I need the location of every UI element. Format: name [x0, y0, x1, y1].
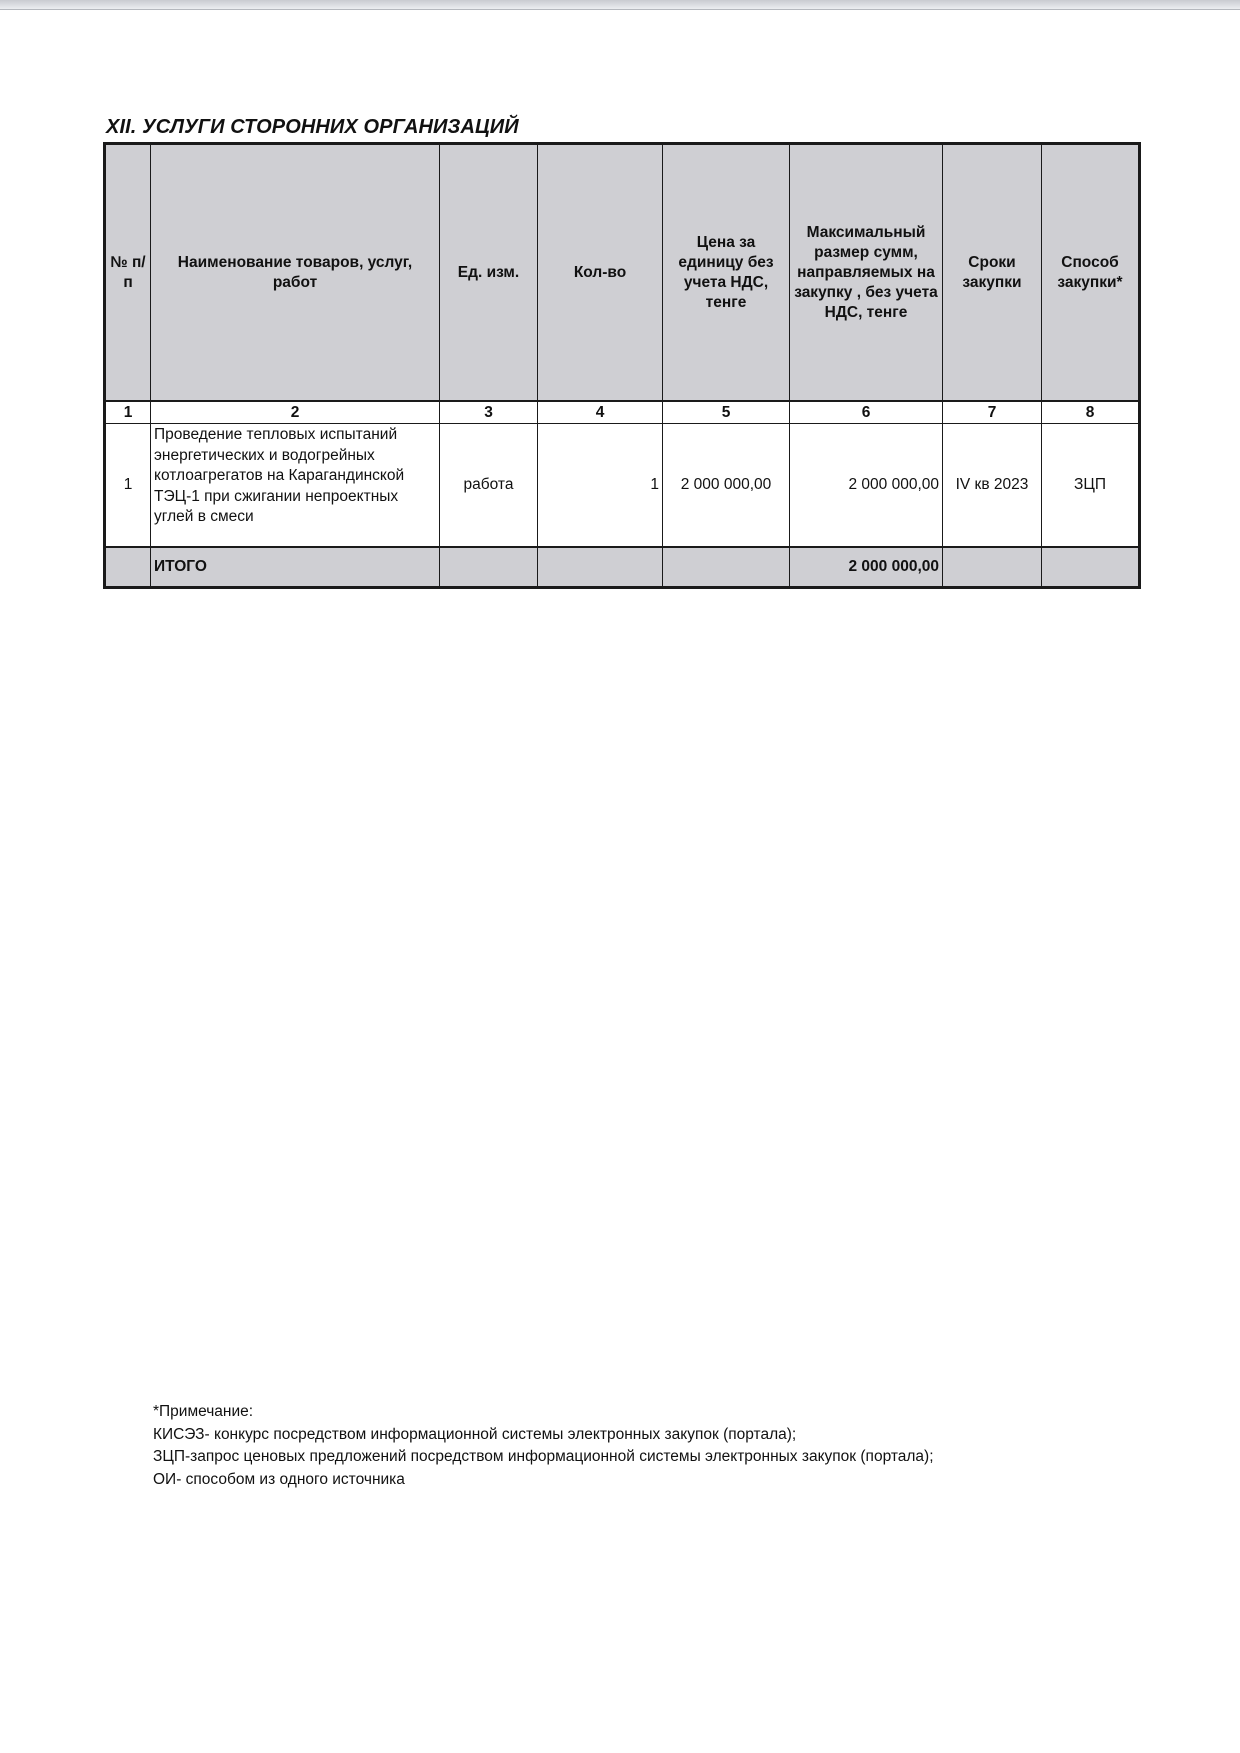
total-empty-cell — [943, 547, 1042, 588]
total-empty-cell — [440, 547, 538, 588]
row-max-amount: 2 000 000,00 — [790, 424, 943, 548]
row-unit: работа — [440, 424, 538, 548]
column-number-row — [105, 401, 1140, 424]
footnote — [153, 1401, 934, 1491]
column-number: 7 — [943, 401, 1042, 424]
column-number: 1 — [105, 401, 151, 424]
section-title: XII. УСЛУГИ СТОРОННИХ ОРГАНИЗАЦИЙ — [106, 116, 519, 138]
column-number: 4 — [538, 401, 663, 424]
header-unit: Ед. изм. — [440, 144, 538, 402]
header-method: Способ закупки* — [1042, 144, 1140, 402]
scan-top-edge — [0, 0, 1240, 10]
header-num: № п/п — [105, 144, 151, 402]
table-row — [105, 424, 1140, 548]
header-qty: Кол-во — [538, 144, 663, 402]
header-period: Сроки закупки — [943, 144, 1042, 402]
row-method: ЗЦП — [1042, 424, 1140, 548]
row-unit-price: 2 000 000,00 — [663, 424, 790, 548]
total-empty-cell — [1042, 547, 1140, 588]
column-number: 5 — [663, 401, 790, 424]
column-number: 6 — [790, 401, 943, 424]
total-empty-cell — [538, 547, 663, 588]
row-qty: 1 — [538, 424, 663, 548]
footnote-line: ЗЦП-запрос ценовых предложений посредством информационной системы электронных закупок (портала); — [153, 1448, 934, 1465]
footnote-line: ОИ- способом из одного источника — [153, 1470, 405, 1488]
row-num: 1 — [105, 424, 151, 548]
header-unit-price: Цена за единицу без учета НДС, тенге — [663, 144, 790, 402]
column-number: 2 — [151, 401, 440, 424]
header-name: Наименование товаров, услуг, работ — [151, 144, 440, 402]
footnote-title: *Примечание: — [153, 1403, 254, 1420]
total-max-amount: 2 000 000,00 — [790, 547, 943, 588]
row-period: IV кв 2023 — [943, 424, 1042, 548]
total-empty-cell — [105, 547, 151, 588]
row-name: Проведение тепловых испытаний энергетических и водогрейных котлоагрегатов на Карагандинской ТЭЦ-1 при сжигании непроектных углей в смеси — [151, 424, 440, 548]
procurement-table-wrapper — [103, 142, 1138, 589]
total-row — [105, 547, 1140, 588]
footnote-line: КИСЭЗ- конкурс посредством информационной системы электронных закупок (портала); — [153, 1425, 797, 1443]
total-label: ИТОГО — [151, 547, 440, 588]
header-max-amount: Максимальный размер сумм, направляемых на закупку , без учета НДС, тенге — [790, 144, 943, 402]
column-number: 8 — [1042, 401, 1140, 424]
column-number: 3 — [440, 401, 538, 424]
total-empty-cell — [663, 547, 790, 588]
procurement-table — [103, 142, 1141, 589]
header-row — [105, 144, 1140, 402]
